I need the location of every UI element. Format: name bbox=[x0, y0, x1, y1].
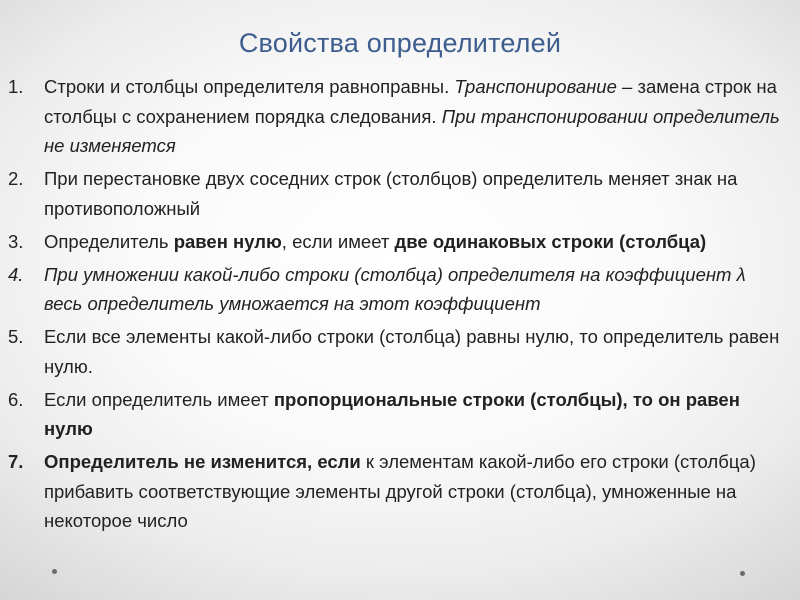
item-text bbox=[44, 451, 756, 531]
bold-text: две одинаковых строки (столбца) bbox=[394, 230, 707, 252]
property-item bbox=[0, 447, 800, 536]
bold-text: пропорциональные строки (столбцы), то он равен нулю bbox=[44, 388, 740, 439]
property-item bbox=[0, 385, 800, 444]
item-text bbox=[44, 76, 780, 156]
bold-text: равен нулю bbox=[173, 230, 282, 252]
bullet-dot-right bbox=[740, 571, 745, 576]
item-number: 5. bbox=[8, 326, 24, 347]
bullet-dot-left bbox=[52, 569, 57, 574]
text-run: – замена строк на столбцы с сохранением порядка следования. bbox=[44, 76, 777, 127]
property-item bbox=[0, 227, 800, 257]
item-text bbox=[44, 264, 746, 315]
item-text bbox=[44, 389, 740, 440]
item-number: 3. bbox=[8, 230, 24, 252]
item-number: 7. bbox=[8, 451, 24, 472]
text-run: , если имеет bbox=[281, 230, 395, 252]
item-number: 2. bbox=[8, 168, 24, 189]
item-text bbox=[44, 168, 737, 219]
properties-list bbox=[0, 72, 800, 536]
item-number: 6. bbox=[8, 388, 24, 410]
bold-text: Определитель не изменится, если bbox=[44, 451, 361, 472]
property-item bbox=[0, 164, 800, 223]
text-run: Строки и столбцы определителя равноправны. bbox=[44, 76, 455, 97]
text-run: к элементам какой-либо его строки (столбца) прибавить соответствующие элементы другой строки (столбца), умноженные на некоторое число bbox=[44, 451, 756, 531]
item-number: 1. bbox=[8, 76, 24, 97]
italic-text: Транспонирование bbox=[454, 76, 617, 97]
text-run: Если определитель имеет bbox=[44, 388, 274, 410]
property-item bbox=[0, 260, 800, 319]
property-item bbox=[0, 72, 800, 161]
item-number: 4. bbox=[8, 263, 24, 285]
text-run: Определитель bbox=[44, 230, 174, 252]
slide-title: Свойства определителей bbox=[238, 28, 562, 58]
text-run: Если все элементы какой-либо строки (столбца) равны нулю, то определитель равен нулю. bbox=[44, 326, 780, 377]
italic-text: При умножении какой-либо строки (столбца) определителя на коэффициент λ весь определитель умножается на этот коэффициент bbox=[44, 263, 746, 314]
text-run: При перестановке двух соседних строк (столбцов) определитель меняет знак на противоположный bbox=[44, 168, 738, 219]
item-text bbox=[44, 231, 706, 252]
property-item bbox=[0, 322, 800, 381]
item-text bbox=[44, 326, 779, 377]
italic-text: При транспонировании определитель не изменяется bbox=[44, 105, 780, 156]
